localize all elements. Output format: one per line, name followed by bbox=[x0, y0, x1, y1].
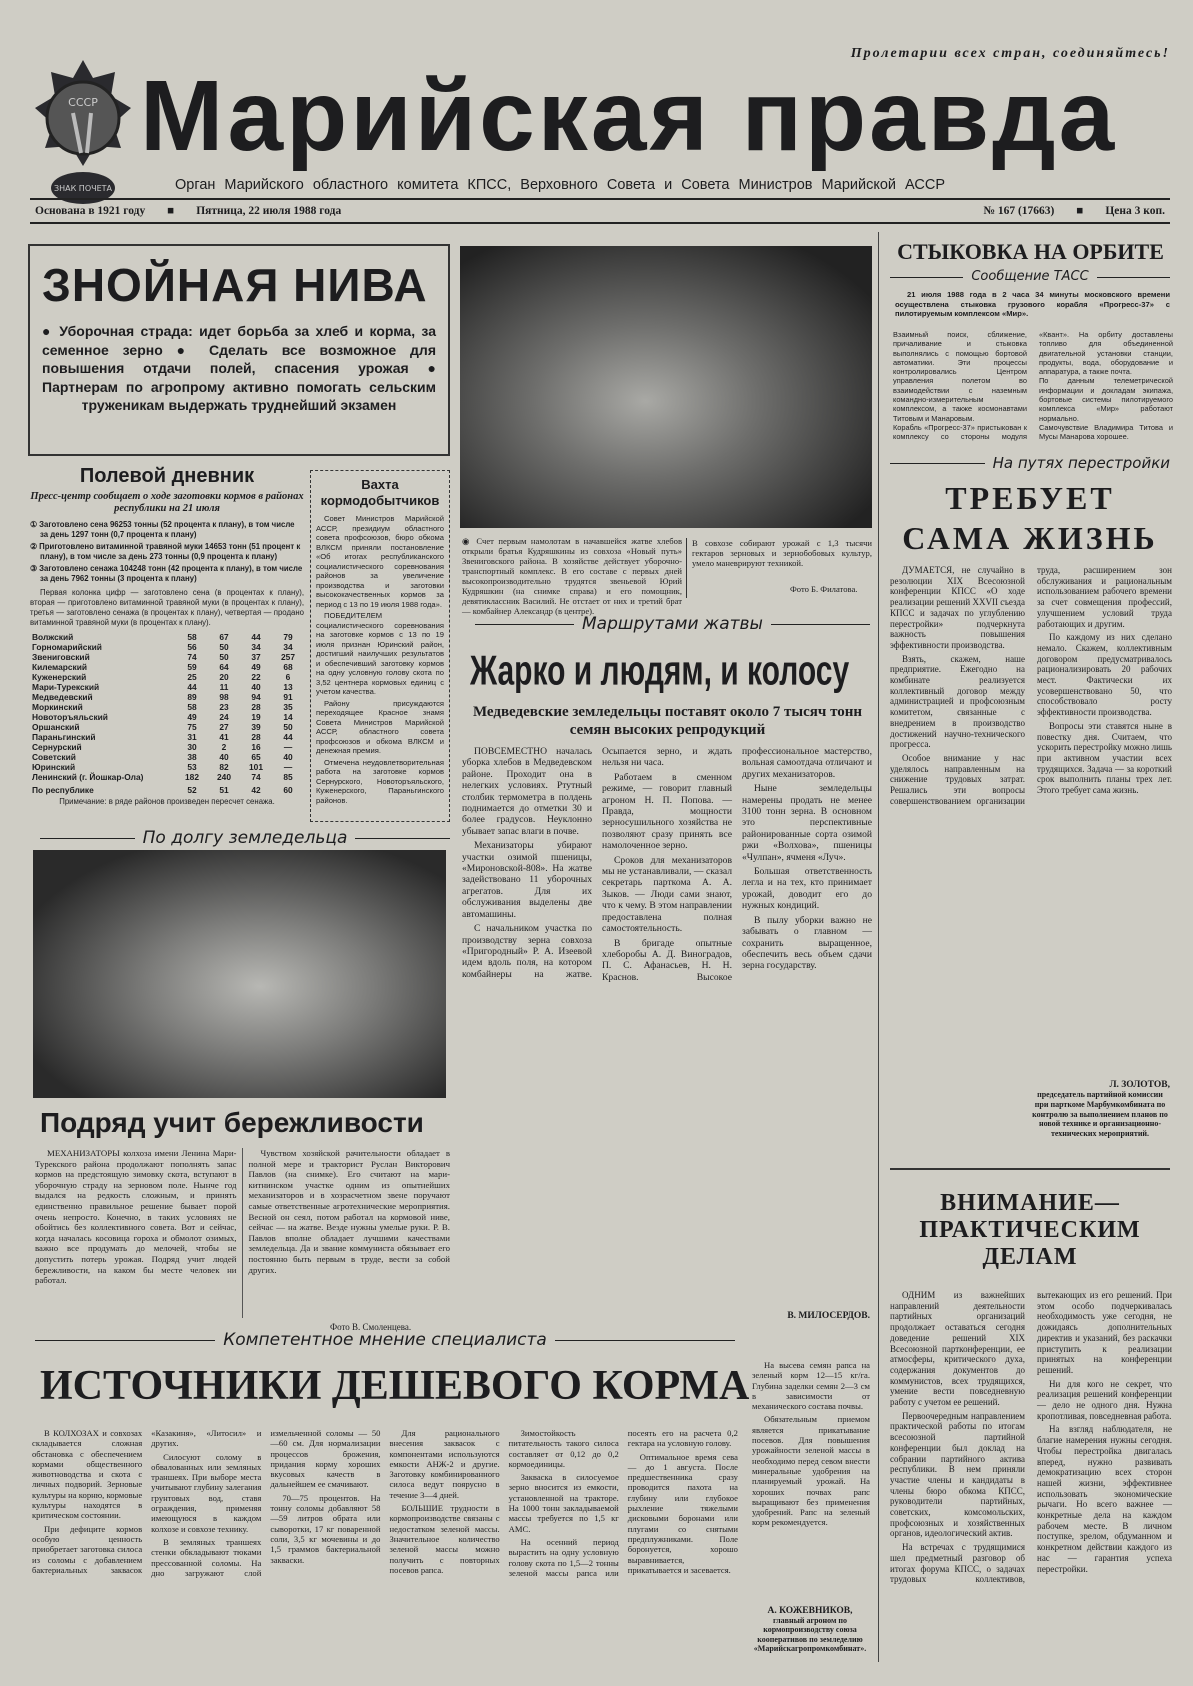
trebuet-author: Л. ЗОЛОТОВ, председатель партийной комиссии при парткоме Марбумкомбината по контролю за выполнением планов по новой технике и организационно-технических мероприятий. bbox=[1032, 1080, 1170, 1139]
table-cell-value: 16 bbox=[251, 742, 261, 752]
istochniki-paragraph: Оптимальное время сева — до 1 августа. После предшественника сразу проводится пахота на глубину или глубокое рыхление тяжелыми дисковыми боронами или плугами со снятыми предплужниками. Поле боронуется, хорошо выравнивается, прикатывается и засевается. bbox=[627, 1451, 738, 1575]
table-cell-value: 75 bbox=[187, 722, 197, 732]
table-cell-value: 65 bbox=[251, 752, 261, 762]
zharko-paragraph: Механизаторы убирают участки озимой пшеницы, «Мироновской-808». На жатве задействовано 11 уборочных агрегатов. Для их обслуживания выделены две автомашины. bbox=[462, 840, 592, 920]
table-cell-value: 51 bbox=[219, 785, 229, 795]
diary-item: ③ Заготовлено сенажа 104248 тонн (42 процента к плану), в том числе за день 7962 тонны (3 процента к плану) bbox=[30, 564, 303, 583]
diary-item: ② Приготовлено витаминной травяной муки 14653 тонн (51 процент к плану), в том числе за день 273 тонны (0,9 процента к плану) bbox=[30, 542, 301, 561]
table-cell-district: Параньгинский bbox=[32, 732, 96, 742]
table-cell-value: 257 bbox=[281, 652, 295, 662]
emblem-order-badge bbox=[33, 58, 133, 208]
masthead-rule-top bbox=[30, 198, 1170, 200]
vnimanie-paragraph: ОДНИМ из важнейших направлений деятельности партийных организаций продолжает оставаться сегодня доведение решений XIX Всесоюзной партконференции, ее атмосферы, критического духа, содержания документов до коммунистов, всех трудящихся, умение вести повседневную работу с учетом ее решений. bbox=[890, 1290, 1025, 1408]
table-row bbox=[30, 682, 304, 692]
table-cell-district: Килемарский bbox=[32, 662, 88, 672]
issue-number: № 167 (17663) bbox=[983, 205, 1055, 217]
table-row bbox=[30, 732, 304, 742]
table-cell-value: 58 bbox=[187, 632, 197, 642]
field-diary bbox=[30, 464, 304, 807]
trebuet-paragraph: Взять, скажем, наше предприятие. Ежегодно на комбинате реализуется коллективный договор между администрацией и профсоюзным комитетом, связанные с внедрением в производство достижений научно-технического прогресса. bbox=[890, 653, 1025, 750]
table-total-row bbox=[30, 782, 304, 795]
zharko-rubric: Маршрутами жатвы bbox=[475, 614, 870, 634]
photo-caption-right: В совхозе собирают урожай с 1,3 тысячи гектаров зерновых и зернобобовых культур, умело маневрируют техникой. bbox=[692, 538, 872, 568]
table-row bbox=[30, 652, 304, 662]
table-cell-value: 27 bbox=[219, 722, 229, 732]
table-cell-value: 44 bbox=[187, 682, 197, 692]
price: Цена 3 коп. bbox=[1105, 205, 1165, 217]
istochniki-paragraph: Обязательным приемом является прикатывание посевов. Для повышения урожайности зеленой массы в необходимо перед севом внести минеральные удобрения на планируемый урожай. На хороших почвах рапс выращивают без применения удобрений. Рапс на зеленый корм рекомендуется. bbox=[752, 1414, 870, 1528]
podryad-paragraph: Чувством хозяйской рачительности обладает в полной мере и тракторист Руслан Викторович Павлов (на снимке). Его считают на мари-китнинском участке одним из опытнейших механизаторов и в хозрасчетном звене поручают самые ответственные агротехнические мероприятия. Весной он сеял, потом работал на кормовой ниве, сейчас — на жатве. Везде нужны умелые руки. Р. В. Павлов вполне обладает лучшими качествами земледельца. Да и звание коммуниста обязывает его постоянно быть первым в труде, вести за собой других. bbox=[248, 1148, 450, 1275]
table-cell-value: 20 bbox=[219, 672, 229, 682]
istochniki-paragraph: 70—75 процентов. На тонну соломы добавляют 58—59 литров обрата или сыворотки, 17 кг поваренной соли, 3,5 кг мочевины и до 1,5 граммов бактериальной закваски. bbox=[270, 1492, 381, 1565]
orbit-lead: 21 июля 1988 года в 2 часа 34 минуты московского времени осуществлена стыковка грузового корабля «Прогресс-37» с пилотируемым комплексом «Мир». bbox=[895, 290, 1170, 318]
istochniki-paragraph: В КОЛХОЗАХ и совхозах складывается сложная обстановка с обеспечением кормами общественного животноводства и скота с личных подворий. Зерновые культуры на корню, кормовые культуры находятся в критическом состоянии. bbox=[32, 1428, 143, 1521]
table-cell-value: 94 bbox=[251, 692, 261, 702]
vakhta-box bbox=[310, 470, 450, 822]
table-cell-value: 34 bbox=[251, 642, 261, 652]
table-cell-district: Медведевский bbox=[32, 692, 93, 702]
table-row bbox=[30, 742, 304, 752]
trebuet-body bbox=[890, 565, 1172, 1070]
istochniki-paragraph: Для рационального внесения заквасок с компонентами используются емкости АНЖ-2 и другие. Заготовку комбинированного силоса ведут поярусно в течение 3—4 дней. bbox=[389, 1428, 500, 1500]
zharko-subheadline: Медведевские земледельцы поставят около 7 тысяч тонн семян высоких репродукций bbox=[472, 704, 863, 738]
table-cell-value: 182 bbox=[185, 772, 199, 782]
table-cell-value: 58 bbox=[187, 702, 197, 712]
vnimanie-headline: ВНИМАНИЕ— ПРАКТИЧЕСКИМ ДЕЛАМ bbox=[919, 1190, 1141, 1270]
table-cell-value: 67 bbox=[219, 632, 229, 642]
trebuet-rubric: На путях перестройки bbox=[890, 454, 1170, 472]
table-cell-district: Куженерский bbox=[32, 672, 87, 682]
podryad-paragraph: МЕХАНИЗАТОРЫ колхоза имени Ленина Мари-Турекского района продолжают пополнять запас кормов на предстоящую зимовку скота, вступают в уборочную страду на зерновом поле. Нынче год выдался на редкость сложным, и принять единственно правильное решение бывает порой очень непросто. Конечно, в таких условиях не обойтись без коллективного совета. Вот и сейчас, когда началась косовица гороха и обмолот озимых, важно все продумать до мелочей, чтобы не допустить потерь урожая. Подряд учит людей бережливости, на каком бы месте человек ни работал. bbox=[35, 1148, 237, 1286]
photo-credit: Фото Б. Филатова. bbox=[790, 584, 858, 594]
table-cell-value: 40 bbox=[251, 682, 261, 692]
table-cell-value: 79 bbox=[283, 632, 293, 642]
zharko-paragraph: ПОВСЕМЕСТНО началась уборка хлебов в Медведевском районе. Проходит она в нелегких условиях. Ртутный столбик термометра в полдень поднимается до отметки 30 и более градусов. Неуклонно убывает запас влаги в почве. bbox=[462, 746, 592, 837]
table-cell-value: 11 bbox=[219, 682, 229, 692]
vnimanie-paragraph: На встречах с трудящимися шел предметный разговор об итогах форума КПСС, о задачах трудовых коллективов, вытекающих из его решений. При этом особо подчеркивалась необходимость уже сегодня, не дожидаясь дополнительных директив и указаний, без раскачки приступить к реализации принятых на конференции решений. bbox=[890, 1290, 1172, 1585]
table-cell-value: 42 bbox=[251, 785, 261, 795]
table-cell-district: Звениговский bbox=[32, 652, 90, 662]
table-cell-value: 82 bbox=[219, 762, 229, 772]
table-cell-value: 31 bbox=[187, 732, 197, 742]
diary-item: ① Заготовлено сена 96253 тонны (52 процента к плану), в том числе за день 1297 тонн (0,7 процента к плану) bbox=[30, 520, 295, 539]
table-cell-value: 101 bbox=[249, 762, 263, 772]
orbit-body bbox=[893, 330, 1173, 448]
trebuet-paragraph: Особое внимание у нас уделялось направленным на снижение трудовых затрат. Решались эти вопросы совершенствованием организации труда, расширением зон обслуживания и рациональным использованием рабочего времени за счет совмещения профессий, улучшением условий труда работающих и другим. bbox=[890, 565, 1172, 806]
znoinaya-lead: ● Уборочная страда: идет борьба за хлеб и корма, за семенное зерно ● Сделать все возможное для повышения отдачи полей, спасения урожая ● Партнерам по агропрому активно помогать сельским труженикам выдержать труднейший экзамен bbox=[42, 323, 436, 413]
table-cell-district: Новоторъяльский bbox=[32, 712, 108, 722]
table-cell-district: Советский bbox=[32, 752, 76, 762]
order-badge-icon bbox=[33, 58, 133, 208]
vakhta-paragraph: ПОБЕДИТЕЛЕМ социалистического соревнования на заготовке кормов с 13 по 19 июля признан Юринский район, достигший наилучших результатов и обеспечивший заготовку кормов на одну условную голову скота по 3,52 центнера кормовых единиц с учетом качества. bbox=[316, 611, 444, 696]
table-cell-value: 91 bbox=[283, 692, 293, 702]
table-cell-district: По республике bbox=[32, 785, 94, 795]
table-cell-value: 74 bbox=[187, 652, 197, 662]
podryad-rubric: По долгу земледельца bbox=[40, 828, 450, 848]
table-cell-value: 60 bbox=[283, 785, 293, 795]
diary-note: Примечание: в ряде районов произведен пересчет сенажа. bbox=[59, 797, 275, 806]
table-cell-value: 56 bbox=[187, 642, 197, 652]
table-cell-value: 13 bbox=[283, 682, 293, 692]
table-cell-value: 50 bbox=[219, 652, 229, 662]
table-cell-value: 30 bbox=[187, 742, 197, 752]
table-cell-value: 64 bbox=[219, 662, 229, 672]
table-row bbox=[30, 672, 304, 682]
table-cell-value: 39 bbox=[251, 722, 261, 732]
table-cell-value: 68 bbox=[283, 662, 293, 672]
zharko-body bbox=[462, 746, 872, 1306]
istochniki-paragraph: Закваска в силосуемое зерно вносится из емкости, установленной на тракторе. На 1000 тонн закладываемой массы требуется по 1,5 кг АМС. bbox=[508, 1472, 619, 1534]
dateline: Основана в 1921 году ■ Пятница, 22 июля 1988 года № 167 (17663) ■ Цена 3 коп. bbox=[35, 205, 1165, 217]
table-cell-value: 25 bbox=[187, 672, 197, 682]
table-row bbox=[30, 772, 304, 782]
vakhta-paragraph: Району присуждаются переходящее Красное знамя Совета Министров Марийской АССР, областного совета профсоюзов и обкома ВЛКСМ и денежная премия. bbox=[316, 698, 444, 755]
table-cell-district: Моркинский bbox=[32, 702, 83, 712]
orbit-paragraph: Самочувствие Владимира Титова и Мусы Манарова хорошее. bbox=[1039, 422, 1173, 442]
table-cell-value: 6 bbox=[285, 672, 291, 682]
founded-text: Основана в 1921 году bbox=[35, 205, 146, 217]
table-cell-value: 85 bbox=[283, 772, 293, 782]
table-cell-value: 38 bbox=[187, 752, 197, 762]
zharko-paragraph: Работаем в сменном режиме, — говорит главный агроном Н. П. Попова. — Правда, мощности зерносушильного хозяйства не позволяют сразу принять все намолоченное зерно. bbox=[602, 771, 732, 852]
orbit-paragraph: По данным телеметрической информации и докладам экипажа, бортовые системы пилотируемого комплекса «Мир» работают нормально. bbox=[1039, 376, 1173, 423]
vakhta-paragraph: Совет Министров Марийской АССР, президиум областного совета профсоюзов, бюро обкома ВЛКСМ приняли постановление «Об итогах республиканского социалистического соревнования районов за увеличение производства и заготовки высококачественных кормов за период с 13 по 19 июля 1988 года». bbox=[316, 514, 444, 609]
table-cell-district: Ленинский (г. Йошкар-Ола) bbox=[32, 772, 144, 782]
istochniki-paragraph: Силосуют солому в обвалованных или земляных траншеях. При выборе места учитывают глубину залегания грунтовых вод, ставя ограждения, применяя имеющуюся в каждом колхозе и совхозе технику. bbox=[151, 1451, 262, 1534]
table-cell-value: 28 bbox=[251, 702, 261, 712]
istochniki-paragraph: Зимостойкость питательность такого силоса составляет от 0,12 до 0,2 кормоединицы. bbox=[508, 1428, 619, 1469]
trebuet-paragraph: По каждому из них сделано немало. Скажем, коллективным договором предусматривалось рационализировать 20 рабочих мест. Фактически их усовершенствовано 50, что способствовало росту эффективности производства. bbox=[1037, 632, 1172, 718]
photo-caption-left: ◉ Счет первым намолотам в начавшейся жатве хлебов открыли братья Кудряшкины из совхоза «Новый путь» Звениговского района. В хозяйстве действует уборочно-транспортный комплекс. В его составе с первых дней высокопроизводительно трудятся звеньевой Юрий Кудряшкин (на снимке справа) и его помощник, девятиклассник Василий. Не отстает от них и третий брат — комбайнер Александр (в центре). bbox=[462, 536, 682, 616]
trebuet-headline: ТРЕБУЕТ САМА ЖИЗНЬ bbox=[902, 480, 1158, 556]
table-cell-value: 50 bbox=[219, 642, 229, 652]
table-cell-value: 34 bbox=[283, 642, 293, 652]
table-cell-value: 40 bbox=[283, 752, 293, 762]
zharko-paragraph: В пылу уборки важно не забывать о главном — сохранить выращенное, обеспечить весь объем сдачи зерна государству. bbox=[742, 914, 872, 972]
table-cell-value: 49 bbox=[251, 662, 261, 672]
table-row bbox=[30, 692, 304, 702]
table-cell-value: 50 bbox=[283, 722, 293, 732]
table-cell-district: Сернурский bbox=[32, 742, 82, 752]
istochniki-paragraph: При дефиците кормов особую ценность приобретает заготовка силоса из соломы с добавлением бактериальных заквасок «Казакиня», «Литосил» и других. bbox=[32, 1428, 262, 1575]
svg-text:СССР: СССР bbox=[68, 96, 98, 109]
zharko-paragraph: Большая ответственность легла и на тех, кто принимает урожай, доводит его до нужных кондиций. bbox=[742, 866, 872, 912]
diary-title: Полевой дневник bbox=[79, 465, 255, 487]
caption-divider bbox=[686, 538, 687, 598]
vnimanie-paragraph: Первоочередным направлением практической работы по итогам всесоюзной партийной конференции был доклад на собрании партийного актива республики. В нем приняли участие члены и кандидаты в члены бюро обкома КПСС, руководители партийных, советских, комсомольских, профсоюзных и хозяйственных органов, идеологический актив. bbox=[890, 1410, 1025, 1539]
right-column-divider bbox=[878, 232, 879, 1662]
table-cell-value: 44 bbox=[251, 632, 261, 642]
istochniki-headline: ИСТОЧНИКИ ДЕШЕВОГО КОРМА bbox=[40, 1363, 750, 1409]
zharko-paragraph: В бригаде опытные хлеборобы А. Д. Виноградов, П. С. Афанасьев, Н. Н. Краснов. Высокое профессиональное мастерство, вольная самоотдача отличают и других механизаторов. bbox=[602, 746, 872, 983]
photo-harvest-brothers bbox=[460, 246, 872, 528]
orbit-paragraph: Корабль «Прогресс-37» пристыкован к комплексу со стороны модуля «Квант». На орбиту доставлены топливо для объединенной двигательной установки станции, продукты, вода, оборудование и аппаратура, а также почта. bbox=[893, 330, 1173, 442]
istochniki-paragraph: На осенний период вырастить на одну условную голову скота по 1,5—2 тонны зеленой массы рапса или посеять его на расчета 0,2 гектара на условную голову. bbox=[508, 1428, 738, 1578]
table-cell-value: 52 bbox=[187, 785, 197, 795]
table-cell-value: 35 bbox=[283, 702, 293, 712]
vakhta-text bbox=[316, 514, 444, 805]
table-row bbox=[30, 642, 304, 652]
diary-items bbox=[30, 520, 304, 584]
table-cell-value: 74 bbox=[251, 772, 261, 782]
svg-text:ЗНАК ПОЧЕТА: ЗНАК ПОЧЕТА bbox=[53, 184, 113, 193]
znoinaya-niva-box bbox=[28, 244, 450, 456]
table-cell-value: 53 bbox=[187, 762, 197, 772]
diary-subtitle: Пресс-центр сообщает о ходе заготовки кормов в районах республики на 21 июля bbox=[30, 491, 304, 514]
istochniki-body bbox=[32, 1428, 738, 1660]
table-cell-value: 41 bbox=[219, 732, 229, 742]
table-cell-district: Юринский bbox=[32, 762, 76, 772]
vnimanie-paragraph: На взгляд наблюдателя, не благие намерения нужны сегодня. Чтобы перестройка двигалась вперед, нужно развивать демократизацию всех сторон нашей жизни, эффективнее использовать экономические рычаги. Но всего важнее — конкретные дела на каждом рабочем месте. В личном поступке, зрелом, обдуманном и конкретном действии каждого из нас — гарантия успеха перестройки. bbox=[1037, 1424, 1172, 1574]
table-cell-value: 22 bbox=[251, 672, 261, 682]
table-cell-value: 23 bbox=[219, 702, 229, 712]
zharko-paragraph: С начальником участка по производству зерна совхоза «Пригородный» Р. А. Изеевой идем вдоль поля, на котором комбайнеры на жатве. Осыпается зерно, и ждать нельзя ни часа. bbox=[462, 746, 732, 980]
podryad-photo-credit: Фото В. Смоленцева. bbox=[330, 1322, 412, 1332]
podryad-body bbox=[35, 1148, 450, 1318]
table-row bbox=[30, 752, 304, 762]
table-cell-value: 28 bbox=[251, 732, 261, 742]
istochniki-author: А. КОЖЕВНИКОВ, главный агроном по кормопроизводству союза кооперативов по земледелию «Марийскагропромкомбинат». bbox=[753, 1606, 867, 1654]
istochniki-paragraph: На высева семян рапса на зеленый корм 12—15 кг/га. Глубина заделки семян 2—3 см в зависимости от механического состава почвы. bbox=[752, 1360, 870, 1412]
table-cell-value: 2 bbox=[221, 742, 227, 752]
photo-tractor-driver bbox=[33, 850, 446, 1098]
table-cell-value: 49 bbox=[187, 712, 197, 722]
znoinaya-title: ЗНОЙНАЯ НИВА bbox=[42, 259, 428, 311]
table-cell-value: 19 bbox=[251, 712, 261, 722]
masthead-rule-bottom bbox=[30, 222, 1170, 224]
zharko-paragraph: Сроков для механизаторов мы не устанавливали, — сказал секретарь парткома А. А. Зыков. — Люди сами знают, что к чему. В этом направлении предоставлена полная самостоятельность. bbox=[602, 854, 732, 935]
vakhta-title: Вахта кормодобытчиков bbox=[320, 477, 440, 508]
istochniki-body-right bbox=[752, 1360, 870, 1531]
orbit-paragraph: Взаимный поиск, сближение, причаливание и стыковка выполнялись с помощью бортовой автоматики. Эти процессы контролировались Центром управления полетом во взаимодействии с наземным командно-измерительным комплексом, а также космонавтами Титовым и Манаровым. bbox=[893, 330, 1027, 423]
table-cell-district: Мари-Турекский bbox=[32, 682, 100, 692]
table-cell-district: Волжский bbox=[32, 632, 74, 642]
vakhta-paragraph: Отмечена неудовлетворительная работа на заготовке кормов Сернурского, Новоторъяльского, Куженерского, Параньгинского районов. bbox=[316, 757, 444, 805]
table-cell-district: Оршанский bbox=[32, 722, 80, 732]
table-cell-value: 24 bbox=[219, 712, 229, 722]
table-row bbox=[30, 662, 304, 672]
issue-date: Пятница, 22 июля 1988 года bbox=[196, 205, 342, 217]
table-cell-value: — bbox=[283, 742, 293, 752]
table-row bbox=[30, 712, 304, 722]
vnimanie-paragraph: Ни для кого не секрет, что реализация решений конференции — дело не одного дня. Нужна кропотливая, повседневная работа. bbox=[1037, 1378, 1172, 1421]
table-cell-value: 14 bbox=[283, 712, 293, 722]
table-cell-value: — bbox=[283, 762, 293, 772]
istochniki-rubric: Компетентное мнение специалиста bbox=[35, 1330, 735, 1350]
diary-legend: Первая колонка цифр — заготовлено сена (в процентах к плану), вторая — приготовлено витаминной травяной муки (в процентах к плану), третья — заготовлено сенажа (в процентах к плану), четвертая — продано витаминной травяной муки (в процентах к плану). bbox=[30, 588, 304, 627]
trebuet-paragraph: Вопросы эти ставятся ныне в повестку дня. Считаем, что ускорить перестройку можно лишь при активном участии всех трудящихся. Задача — за короткий срок выполнить планы трех лет. Этого требует сама жизнь. bbox=[1037, 720, 1172, 796]
table-row bbox=[30, 722, 304, 732]
newspaper-title: Марийская правда bbox=[140, 60, 1118, 172]
masthead-subtitle: Орган Марийского областного комитета КПСС, Верховного Совета и Совета Министров Марийской АССР bbox=[175, 177, 946, 193]
orbit-headline: СТЫКОВКА НА ОРБИТЕ bbox=[897, 239, 1164, 264]
diary-table bbox=[30, 632, 304, 795]
slogan: Пролетарии всех стран, соединяйтесь! bbox=[850, 46, 1170, 61]
trebuet-paragraph: ДУМАЕТСЯ, не случайно в резолюции XIX Всесоюзной конференции КПСС «О ходе реализации решений XXVII съезда КПСС и задачах по углублению перестройки» подчеркнута важность повышения эффективности производства. bbox=[890, 565, 1025, 650]
table-cell-value: 89 bbox=[187, 692, 197, 702]
zharko-paragraph: Ныне земледельцы намерены продать не менее 3100 тонн зерна. В основном это перспективные районированные сорта озимой ржи «Волхова», пшеницы «Чулпан», ячменя «Луч». bbox=[742, 783, 872, 863]
table-row bbox=[30, 632, 304, 642]
table-cell-value: 40 bbox=[219, 752, 229, 762]
table-cell-value: 98 bbox=[219, 692, 229, 702]
table-cell-value: 37 bbox=[251, 652, 261, 662]
trebuet-rule bbox=[890, 1168, 1170, 1170]
vnimanie-body bbox=[890, 1290, 1172, 1660]
orbit-rubric: Сообщение ТАСС bbox=[890, 268, 1170, 286]
zharko-headline: Жарко и людям, и колосу bbox=[470, 648, 850, 695]
table-cell-value: 44 bbox=[283, 732, 293, 742]
table-row bbox=[30, 702, 304, 712]
istochniki-paragraph: БОЛЬШИЕ трудности в кормопроизводстве связаны с недостатком зеленой массы. Значительное количество зеленой массы можно получить с повторных посевов рапса. bbox=[389, 1503, 500, 1575]
table-row bbox=[30, 762, 304, 772]
istochniki-paragraph: В земляных траншеях стенки обкладывают тюками прессованной соломы. На дно загружают слой измельченной соломы — 50—60 см. Для нормализации процессов брожения, придания корму хороших вкусовых качеств в дальнейшем ее смачивают. bbox=[151, 1428, 381, 1578]
table-cell-value: 59 bbox=[187, 662, 197, 672]
table-cell-district: Горномарийский bbox=[32, 642, 102, 652]
zharko-author: В. МИЛОСЕРДОВ. bbox=[787, 1311, 870, 1321]
podryad-headline: Подряд учит бережливости bbox=[40, 1107, 424, 1138]
table-cell-value: 240 bbox=[217, 772, 231, 782]
